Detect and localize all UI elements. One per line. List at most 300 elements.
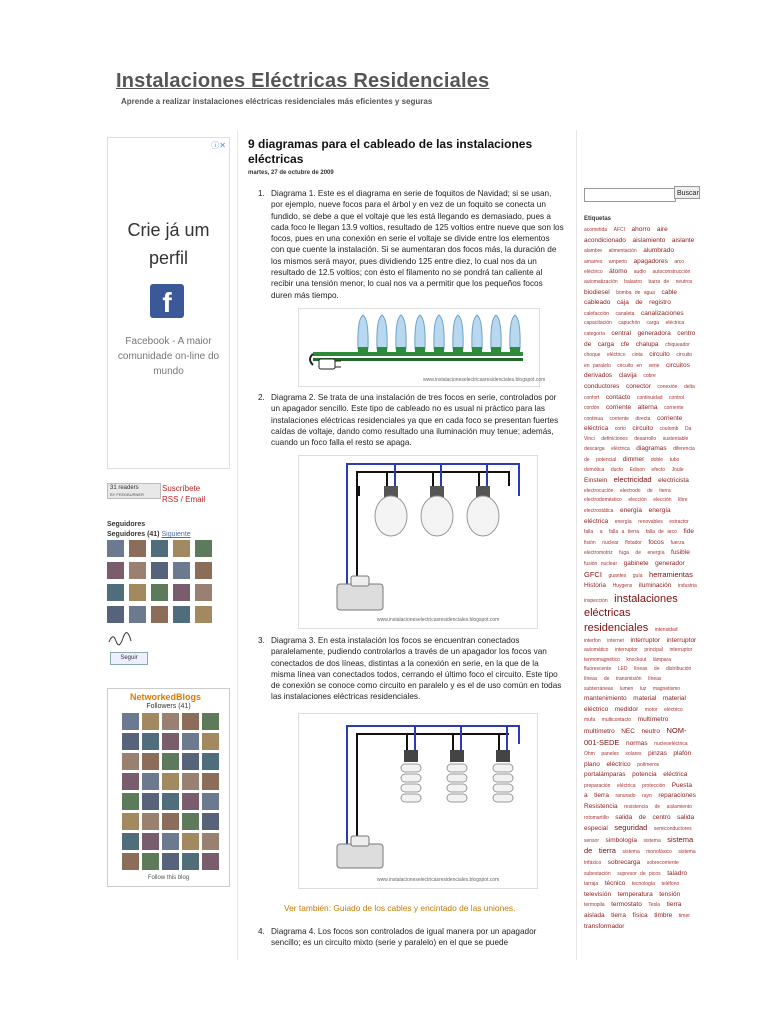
follow-button[interactable]: Seguir	[110, 652, 148, 665]
label-link[interactable]: salida	[615, 813, 633, 821]
label-link[interactable]: pinzas	[648, 750, 667, 758]
label-link[interactable]: circuito en	[617, 362, 643, 369]
label-link[interactable]: generador	[655, 560, 685, 567]
label-link[interactable]: sistema	[622, 849, 640, 856]
label-link[interactable]: sistema	[643, 837, 661, 844]
label-link[interactable]: confort	[584, 394, 600, 401]
label-link[interactable]: herramientas	[649, 569, 693, 579]
label-link[interactable]: subestación	[584, 870, 611, 877]
label-link[interactable]: carga	[597, 340, 615, 348]
label-link[interactable]: Historia	[584, 582, 607, 590]
label-link[interactable]: diferencia de	[584, 446, 695, 464]
label-link[interactable]: corto	[614, 426, 626, 433]
label-link[interactable]: desarrollo	[634, 435, 657, 442]
label-link[interactable]: plafón	[673, 750, 692, 758]
label-link[interactable]: registro	[649, 299, 671, 307]
label-link[interactable]: caja	[616, 299, 629, 307]
label-link[interactable]: GFCI	[584, 569, 602, 579]
label-link[interactable]: audio	[633, 269, 646, 276]
label-link[interactable]: tensión	[659, 890, 681, 898]
networkedblogs-avatar[interactable]	[182, 733, 199, 750]
label-link[interactable]: rotomartillo	[584, 814, 609, 821]
networkedblogs-avatar[interactable]	[122, 813, 139, 830]
label-link[interactable]: de	[584, 340, 592, 348]
networkedblogs-avatar[interactable]	[182, 713, 199, 730]
label-link[interactable]: plano	[584, 760, 600, 768]
label-link[interactable]: temperatura	[617, 890, 653, 898]
follower-avatar[interactable]	[173, 540, 190, 557]
label-link[interactable]: aislante	[671, 236, 695, 244]
label-link[interactable]: renovables	[638, 518, 663, 525]
networkedblogs-avatar[interactable]	[202, 753, 219, 770]
networkedblogs-avatar[interactable]	[122, 773, 139, 790]
label-link[interactable]: serie	[648, 362, 660, 369]
label-link[interactable]: líneas	[648, 675, 662, 682]
label-link[interactable]: inspección	[584, 597, 608, 604]
label-link[interactable]: multímetro	[637, 716, 669, 724]
networkedblogs-avatar[interactable]	[162, 833, 179, 850]
networkedblogs-avatar[interactable]	[142, 753, 159, 770]
label-link[interactable]: clavija	[618, 372, 637, 380]
label-link[interactable]: medidor	[614, 705, 639, 713]
label-link[interactable]: sensor	[584, 837, 600, 844]
label-link[interactable]: AFCI	[613, 227, 625, 233]
label-link[interactable]: gabinete	[623, 560, 649, 567]
label-link[interactable]: tecnología	[631, 881, 655, 888]
label-link[interactable]: circuito en paralelo	[584, 352, 693, 369]
facebook-ad[interactable]	[107, 137, 230, 469]
label-link[interactable]: distribución	[666, 666, 692, 673]
label-link[interactable]: cableado	[584, 299, 611, 307]
label-link[interactable]: tierra	[598, 846, 616, 856]
label-link[interactable]: Joule	[671, 466, 684, 473]
label-link[interactable]: internet	[607, 637, 624, 644]
label-link[interactable]: líneas	[584, 675, 598, 682]
label-link[interactable]: directa	[635, 415, 651, 422]
label-link[interactable]: tierra	[659, 487, 671, 494]
label-link[interactable]: autoconstrucción	[652, 269, 691, 276]
label-link[interactable]: Huygens	[612, 583, 633, 590]
label-link[interactable]: generadora	[637, 329, 671, 337]
label-link[interactable]: continuidad	[636, 394, 663, 401]
label-link[interactable]: corriente	[605, 404, 632, 412]
label-link[interactable]: flotador	[625, 539, 642, 546]
label-link[interactable]: libre	[678, 497, 688, 504]
search-input[interactable]	[584, 188, 676, 202]
label-link[interactable]: material	[633, 695, 657, 703]
label-link[interactable]: guía	[632, 572, 643, 579]
label-link[interactable]: magnetismo	[652, 685, 681, 692]
label-link[interactable]: mufa	[584, 717, 596, 724]
facebook-icon[interactable]: f	[150, 284, 184, 318]
label-link[interactable]: energía	[648, 507, 671, 515]
label-link[interactable]: eléctrica	[584, 517, 609, 525]
networkedblogs-avatar[interactable]	[202, 813, 219, 830]
label-link[interactable]: electromotriz	[584, 550, 613, 557]
follower-avatar[interactable]	[195, 540, 212, 557]
follower-avatar[interactable]	[129, 584, 146, 601]
follower-avatar[interactable]	[129, 562, 146, 579]
label-link[interactable]: termostato	[611, 901, 642, 909]
label-link[interactable]: conector	[625, 382, 651, 390]
rss-email-link[interactable]: RSS / Email	[162, 495, 206, 504]
networkedblogs-avatar[interactable]	[162, 713, 179, 730]
networkedblogs-avatar[interactable]	[142, 813, 159, 830]
label-link[interactable]: doble	[650, 457, 664, 464]
follower-avatar[interactable]	[151, 606, 168, 623]
label-link[interactable]: multímetro	[584, 727, 615, 735]
label-link[interactable]: Da Vinci	[584, 426, 692, 442]
label-link[interactable]: lámpara	[652, 656, 672, 663]
label-link[interactable]: solares	[625, 751, 642, 758]
label-link[interactable]: fuerza	[670, 539, 685, 546]
label-link[interactable]: alumbrado	[643, 247, 674, 255]
label-link[interactable]: ducto	[610, 466, 624, 473]
label-link[interactable]: fluorescente	[584, 666, 612, 673]
label-link[interactable]: elección	[628, 497, 647, 504]
label-link[interactable]: categoría	[584, 330, 605, 337]
label-link[interactable]: ranurado	[615, 793, 636, 800]
label-link[interactable]: amarres	[584, 258, 603, 265]
label-link[interactable]: aislada	[584, 912, 605, 919]
label-link[interactable]: principal	[644, 647, 663, 654]
label-link[interactable]: elección	[653, 497, 672, 504]
label-link[interactable]: aislamiento	[632, 236, 666, 244]
label-link[interactable]: sobrecarga	[607, 859, 641, 867]
label-link[interactable]: electrodo	[620, 487, 641, 494]
label-link[interactable]: Einstein	[584, 477, 608, 485]
label-link[interactable]: carga	[646, 320, 660, 327]
follower-avatar[interactable]	[107, 606, 124, 623]
search-button[interactable]: Buscar	[674, 186, 700, 199]
label-link[interactable]: calefacción	[584, 310, 610, 317]
networkedblogs-avatar[interactable]	[182, 833, 199, 850]
label-link[interactable]: de	[603, 675, 610, 682]
label-link[interactable]: definiciones	[601, 435, 628, 442]
label-link[interactable]: protección	[642, 782, 666, 789]
label-link[interactable]: corriente	[609, 415, 629, 422]
label-link[interactable]: nuclear	[602, 539, 619, 546]
networkedblogs-avatar[interactable]	[202, 773, 219, 790]
label-link[interactable]: física	[632, 912, 648, 919]
label-link[interactable]: nucleoeléctrica	[654, 740, 688, 747]
label-link[interactable]: multicontacto	[601, 717, 632, 724]
label-link[interactable]: coulomb	[659, 426, 679, 433]
label-link[interactable]: iluminación	[638, 582, 672, 590]
label-link[interactable]: transmisión	[615, 675, 642, 682]
label-link[interactable]: tubo	[669, 457, 680, 464]
follower-avatar[interactable]	[107, 562, 124, 579]
label-link[interactable]: corriente	[664, 405, 684, 412]
label-link[interactable]: apagadores	[633, 257, 668, 265]
label-link[interactable]: eléctrica	[611, 446, 630, 453]
label-link[interactable]: mantenimiento	[584, 695, 627, 703]
label-link[interactable]: lumen	[619, 685, 634, 692]
label-link[interactable]: sustentable	[662, 435, 689, 442]
label-link[interactable]: resistencia	[624, 804, 649, 811]
networkedblogs-avatar[interactable]	[142, 793, 159, 810]
networkedblogs-avatar[interactable]	[122, 853, 139, 870]
label-link[interactable]: televisión	[584, 890, 612, 898]
label-link[interactable]: industria	[677, 583, 697, 590]
label-link[interactable]: potencial	[596, 457, 617, 464]
label-link[interactable]: simbología	[605, 836, 637, 844]
label-link[interactable]: eléctricas	[584, 607, 631, 620]
label-link[interactable]: subterráneas	[584, 685, 614, 692]
networkedblogs-avatar[interactable]	[162, 773, 179, 790]
label-link[interactable]: eléctrico	[584, 705, 609, 713]
label-link[interactable]: corriente	[656, 414, 683, 422]
label-link[interactable]: a	[584, 792, 588, 800]
label-link[interactable]: interruptor	[669, 647, 693, 654]
label-link[interactable]: motor	[644, 706, 658, 713]
label-link[interactable]: falla	[584, 529, 594, 536]
label-link[interactable]: salida	[677, 813, 695, 821]
blog-title[interactable]: Instalaciones Eléctricas Residenciales	[116, 70, 490, 92]
networkedblogs-avatar[interactable]	[122, 713, 139, 730]
label-link[interactable]: acometida	[584, 227, 608, 233]
label-link[interactable]: alterna	[637, 404, 658, 412]
label-link[interactable]: paneles	[601, 751, 619, 758]
label-link[interactable]: fide	[683, 528, 694, 536]
label-link[interactable]: capacitación	[584, 320, 612, 327]
label-link[interactable]: diagramas	[636, 445, 667, 453]
label-link[interactable]: rayo	[642, 793, 652, 800]
label-link[interactable]: alimentación	[608, 248, 637, 255]
label-link[interactable]: tarraja	[584, 881, 599, 888]
label-link[interactable]: a	[599, 529, 603, 536]
label-link[interactable]: NOM-001-SEDE	[584, 725, 687, 747]
label-link[interactable]: termopila	[584, 902, 605, 909]
label-link[interactable]: continua	[584, 415, 603, 422]
subscribe-link[interactable]: Suscríbete	[162, 484, 201, 493]
label-link[interactable]: Tesla	[648, 902, 661, 909]
label-link[interactable]: seguridad	[614, 823, 648, 833]
label-link[interactable]: energía	[620, 507, 643, 515]
label-link[interactable]: electricidad	[613, 475, 652, 485]
label-link[interactable]: timer	[678, 913, 690, 919]
label-link[interactable]: Resistencia	[584, 803, 618, 811]
networkedblogs-avatar[interactable]	[182, 793, 199, 810]
networkedblogs-logo[interactable]: NetworkedBlogs	[130, 692, 202, 702]
follower-avatar[interactable]	[195, 562, 212, 579]
label-link[interactable]: teléfono	[661, 881, 680, 888]
label-link[interactable]: bomba de agua	[616, 289, 655, 296]
label-link[interactable]: cable	[661, 288, 678, 296]
label-link[interactable]: semiconductores	[653, 826, 692, 833]
followers-next-link[interactable]: Siguiente	[161, 531, 191, 538]
follower-avatar[interactable]	[151, 584, 168, 601]
label-link[interactable]: de	[635, 550, 641, 557]
networkedblogs-avatar[interactable]	[142, 773, 159, 790]
label-link[interactable]: chalupa	[635, 340, 659, 348]
label-link[interactable]: canalizaciones	[640, 309, 684, 317]
label-link[interactable]: delta	[683, 383, 695, 390]
networkedblogs-avatar[interactable]	[122, 733, 139, 750]
label-link[interactable]: extractor	[669, 518, 689, 525]
networkedblogs-avatar[interactable]	[162, 853, 179, 870]
label-link[interactable]: cfe	[620, 340, 630, 348]
label-link[interactable]: Puesta	[671, 781, 692, 789]
label-link[interactable]: electrocución	[584, 487, 614, 494]
label-link[interactable]: fuga	[619, 550, 629, 557]
label-link[interactable]: de	[654, 804, 661, 811]
feedburner-badge[interactable]	[107, 483, 161, 499]
label-link[interactable]: circuito	[632, 425, 653, 433]
label-link[interactable]: líneas	[634, 666, 648, 673]
label-link[interactable]: contacto	[605, 393, 631, 401]
label-link[interactable]: interruptor	[630, 636, 661, 644]
networkedblogs-avatar[interactable]	[162, 813, 179, 830]
label-link[interactable]: tierra	[666, 901, 682, 909]
networkedblogs-avatar[interactable]	[182, 773, 199, 790]
label-link[interactable]: sistema	[678, 849, 696, 856]
label-link[interactable]: eléctrica	[665, 320, 685, 327]
label-link[interactable]: falla de arco	[645, 529, 677, 536]
networkedblogs-avatar[interactable]	[162, 793, 179, 810]
label-link[interactable]: eléctrica	[663, 771, 688, 779]
label-link[interactable]: electrostática	[584, 508, 614, 515]
label-link[interactable]: neutros	[675, 278, 693, 285]
label-link[interactable]: descarga	[584, 446, 605, 453]
label-link[interactable]: focos	[648, 538, 664, 546]
label-link[interactable]: control	[669, 394, 685, 401]
label-link[interactable]: sistema	[667, 834, 694, 844]
label-link[interactable]: electricista	[658, 477, 689, 485]
label-link[interactable]: falla a tierra	[609, 529, 640, 536]
label-link[interactable]: especial	[584, 825, 608, 833]
label-link[interactable]: acondicionado	[584, 236, 626, 244]
label-link[interactable]: interfon	[584, 637, 601, 644]
networkedblogs-avatar[interactable]	[182, 813, 199, 830]
label-link[interactable]: luz	[639, 685, 647, 692]
follower-avatar[interactable]	[173, 584, 190, 601]
networkedblogs-avatar[interactable]	[162, 753, 179, 770]
label-link[interactable]: knockout	[626, 656, 647, 663]
label-link[interactable]: normas	[625, 739, 648, 747]
label-link[interactable]: fusible	[671, 549, 690, 557]
networkedblogs-avatar[interactable]	[202, 853, 219, 870]
label-link[interactable]: LED	[617, 666, 628, 673]
networkedblogs-avatar[interactable]	[202, 713, 219, 730]
label-link[interactable]: material	[662, 695, 686, 703]
see-also-link[interactable]: Guiado de los cables y encintado de las uniones.	[333, 903, 516, 913]
follower-avatar[interactable]	[107, 584, 124, 601]
label-link[interactable]: técnico	[604, 880, 626, 888]
label-link[interactable]: eléctrico	[606, 352, 626, 359]
label-link[interactable]: Ohm	[584, 751, 595, 758]
label-link[interactable]: electrodoméstico	[584, 497, 622, 504]
networkedblogs-avatar[interactable]	[142, 733, 159, 750]
follow-this-blog-link[interactable]: Follow this blog	[147, 875, 190, 881]
follower-avatar[interactable]	[129, 540, 146, 557]
networkedblogs-avatar[interactable]	[182, 853, 199, 870]
label-link[interactable]: transformador	[584, 922, 625, 930]
follower-avatar[interactable]	[151, 540, 168, 557]
networkedblogs-avatar[interactable]	[162, 733, 179, 750]
label-link[interactable]: átomo	[609, 268, 628, 276]
ad-info-icon[interactable]: ⓘ✕	[211, 141, 226, 150]
label-link[interactable]: chiqueador	[665, 341, 690, 348]
label-link[interactable]: reparaciones	[658, 792, 696, 800]
label-link[interactable]: choque	[584, 352, 601, 359]
label-link[interactable]: eléctrico	[584, 269, 603, 276]
label-link[interactable]: de	[638, 813, 647, 821]
follower-avatar[interactable]	[195, 606, 212, 623]
networkedblogs-avatar[interactable]	[142, 833, 159, 850]
label-link[interactable]: taladro	[667, 869, 688, 877]
label-link[interactable]: fusión nuclear	[584, 561, 618, 567]
label-link[interactable]: circuitos	[665, 361, 690, 369]
label-link[interactable]: alambre	[584, 248, 603, 255]
networkedblogs-avatar[interactable]	[122, 833, 139, 850]
label-link[interactable]: de	[647, 487, 653, 494]
label-link[interactable]: conexión	[657, 383, 678, 390]
label-link[interactable]: balastro	[624, 278, 642, 285]
follower-avatar[interactable]	[173, 562, 190, 579]
label-link[interactable]: interruptor	[615, 647, 638, 654]
label-link[interactable]: portalámparas	[584, 771, 626, 779]
label-link[interactable]: aire	[656, 226, 668, 233]
label-link[interactable]: aislamiento	[666, 804, 692, 811]
label-link[interactable]: guantes	[608, 572, 627, 579]
label-link[interactable]: eléctrico	[664, 706, 683, 713]
networkedblogs-avatar[interactable]	[122, 793, 139, 810]
label-link[interactable]: ahorro	[631, 226, 651, 233]
label-link[interactable]: preparación	[584, 782, 611, 789]
networkedblogs-avatar[interactable]	[142, 853, 159, 870]
networkedblogs-avatar[interactable]	[122, 753, 139, 770]
label-link[interactable]: capuchón	[618, 320, 641, 327]
follower-avatar[interactable]	[107, 540, 124, 557]
label-link[interactable]: Edison	[629, 466, 645, 473]
label-link[interactable]: derivados	[584, 372, 613, 380]
label-link[interactable]: efecto	[651, 466, 666, 473]
label-link[interactable]: cordón	[584, 405, 600, 412]
label-link[interactable]: timbre	[654, 912, 673, 919]
label-link[interactable]: de	[635, 299, 643, 307]
label-link[interactable]: trifásico	[584, 860, 602, 867]
label-link[interactable]: polímeros	[637, 761, 660, 768]
follower-avatar[interactable]	[151, 562, 168, 579]
label-link[interactable]: domótica	[584, 466, 605, 473]
label-link[interactable]: energía	[647, 550, 665, 557]
label-link[interactable]: conductores	[584, 382, 620, 390]
label-link[interactable]: circuito	[649, 351, 670, 359]
label-link[interactable]: eléctrica	[616, 782, 636, 789]
label-link[interactable]: residenciales	[584, 621, 649, 634]
label-link[interactable]: interruptor	[666, 636, 697, 644]
post-title[interactable]: 9 diagramas para el cableado de las instalaciones eléctricas	[248, 137, 533, 166]
label-link[interactable]: central	[611, 329, 631, 337]
networkedblogs-avatar[interactable]	[202, 833, 219, 850]
label-link[interactable]: monofásico	[646, 849, 672, 856]
follower-avatar[interactable]	[129, 606, 146, 623]
label-link[interactable]: biodiesel	[584, 288, 610, 296]
label-link[interactable]: arco	[674, 258, 685, 265]
label-link[interactable]: barra de	[648, 278, 670, 285]
label-link[interactable]: intensidad	[654, 626, 678, 633]
label-link[interactable]: automatización	[584, 278, 618, 285]
label-link[interactable]: automático	[584, 647, 609, 654]
label-link[interactable]: potencia	[632, 771, 657, 779]
label-link[interactable]: cobre	[643, 373, 656, 380]
follower-avatar[interactable]	[173, 606, 190, 623]
label-link[interactable]: NEC	[621, 727, 635, 735]
label-link[interactable]: supresor de picos	[617, 870, 661, 877]
label-link[interactable]: canaleta	[615, 310, 635, 317]
label-link[interactable]: neutro	[641, 727, 660, 735]
